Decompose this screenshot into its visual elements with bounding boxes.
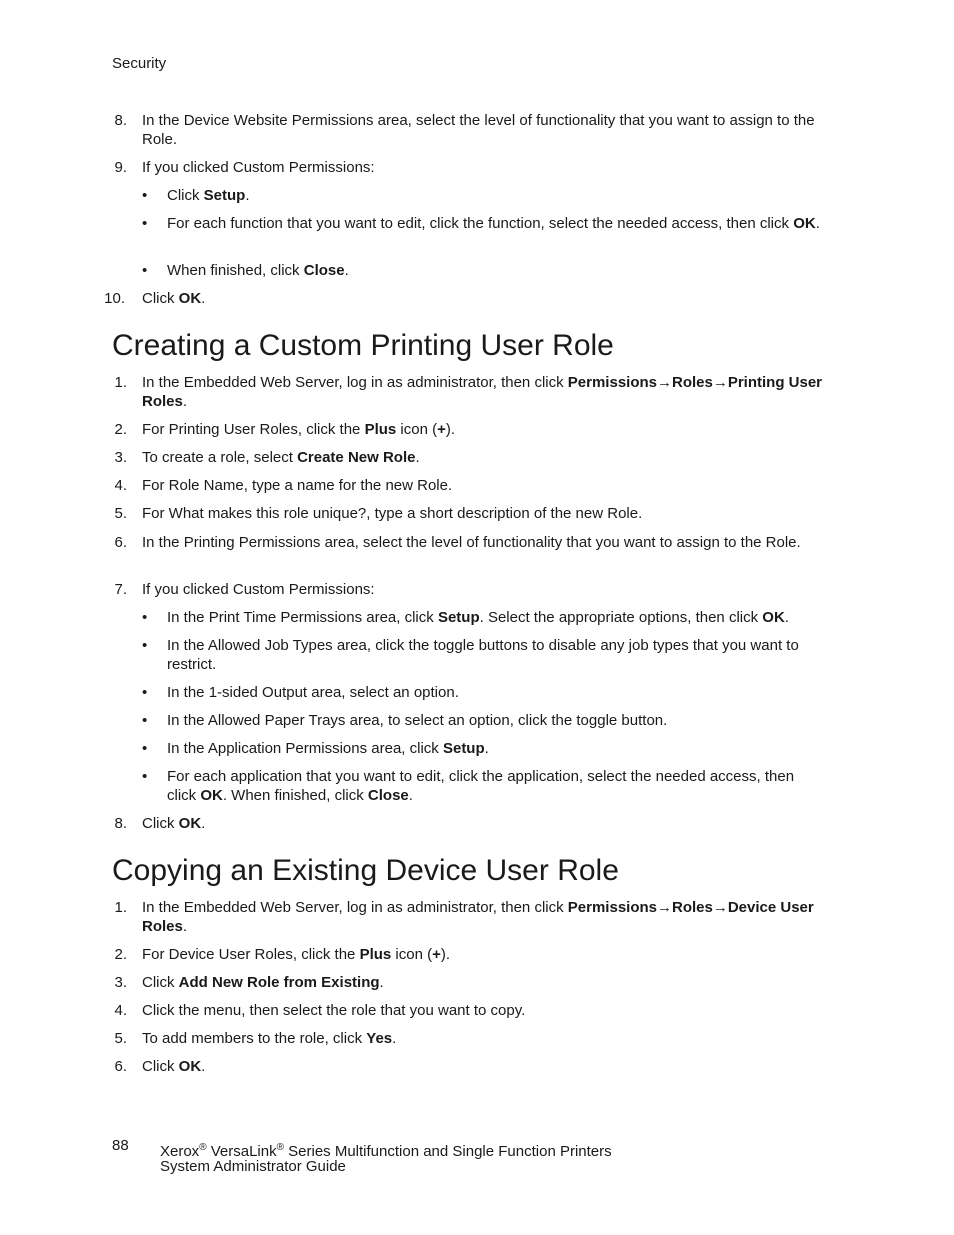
bullet-dot: • — [142, 712, 148, 729]
text-run: In the Allowed Job Types area, click the toggle buttons to disable any job types that you want to restrict. — [167, 637, 799, 673]
bold-text-run: OK — [793, 215, 816, 232]
text-run: For each function that you want to edit, click the function, select the needed access, then click — [167, 215, 794, 232]
text-run: If you clicked Custom Permissions: — [142, 159, 375, 176]
step-text — [142, 814, 842, 833]
step-text — [142, 533, 842, 552]
bullet-dot: • — [142, 262, 148, 279]
text-run: Click — [142, 974, 179, 991]
text-run: If you clicked Custom Permissions: — [142, 581, 375, 598]
step-number: 6. — [114, 1058, 127, 1075]
text-run: . — [201, 290, 206, 307]
step-text — [142, 420, 842, 439]
bold-text-run: OK — [178, 815, 202, 832]
bullet-dot: • — [142, 768, 148, 785]
text-run: . Select the appropriate options, then click — [479, 609, 763, 626]
bullet-text — [167, 261, 847, 280]
text-run: For each application that you want to edit, click the application, select the needed access, then click — [167, 768, 795, 804]
step-number: 10. — [104, 290, 125, 307]
text-run: . — [182, 393, 188, 410]
bullet-text — [167, 711, 847, 730]
step-number: 5. — [114, 1030, 127, 1047]
step-text — [142, 580, 842, 599]
text-run: . — [784, 609, 789, 626]
registered-mark: ® — [276, 1142, 284, 1153]
bold-text-run: Setup — [203, 187, 246, 204]
bold-text-run: Setup — [437, 609, 480, 626]
text-run: . — [392, 1030, 397, 1047]
text-run: In the Allowed Paper Trays area, to select an option, click the toggle button. — [167, 712, 668, 729]
bullet-dot: • — [142, 609, 148, 626]
bullet-text — [167, 767, 817, 805]
step-number: 3. — [114, 449, 127, 466]
step-text — [142, 373, 842, 411]
step-number: 8. — [114, 815, 127, 832]
text-run: icon ( — [391, 946, 433, 963]
text-run: When finished, click — [167, 262, 304, 279]
step-text — [142, 1029, 842, 1048]
bold-text-run: + — [437, 421, 446, 438]
text-run: . — [415, 449, 420, 466]
bold-text-run: Setup — [442, 740, 485, 757]
step-text — [142, 945, 842, 964]
text-run: . — [408, 787, 413, 804]
footer-description: Series Multifunction and Single Function Printers — [283, 1143, 612, 1160]
text-run: In the Printing Permissions area, select the level of functionality that you want to assign to the Role. — [142, 534, 801, 551]
text-run: In the Embedded Web Server, log in as administrator, then click — [142, 899, 568, 916]
bullet-dot: • — [142, 637, 148, 654]
step-number: 1. — [114, 374, 127, 391]
step-number: 2. — [114, 946, 127, 963]
section-heading: Creating a Custom Printing User Role — [112, 329, 614, 362]
bullet-text — [167, 739, 847, 758]
text-run: . — [379, 974, 384, 991]
step-number: 4. — [114, 1002, 127, 1019]
step-number: 9. — [114, 159, 127, 176]
step-text — [142, 973, 842, 992]
step-number: 8. — [114, 112, 127, 129]
text-run: In the Device Website Permissions area, select the level of functionality that you want to assign to the Role. — [142, 112, 815, 148]
bold-text-run: Create New Role — [297, 449, 416, 466]
text-run: . — [484, 740, 489, 757]
step-text — [142, 898, 832, 936]
text-run: In the Print Time Permissions area, click — [167, 609, 438, 626]
text-run: In the 1-sided Output area, select an option. — [167, 684, 459, 701]
text-run: Click — [167, 187, 204, 204]
bold-text-run: OK — [178, 290, 202, 307]
footer-brand: Xerox — [160, 1143, 200, 1160]
text-run: To add members to the role, click — [142, 1030, 367, 1047]
text-run: . When finished, click — [222, 787, 368, 804]
running-header: Security — [112, 55, 167, 72]
bold-text-run: Close — [367, 787, 409, 804]
section-heading: Copying an Existing Device User Role — [112, 854, 619, 887]
text-run: ). — [445, 421, 456, 438]
text-run: icon ( — [396, 421, 438, 438]
bullet-dot: • — [142, 684, 148, 701]
text-run: . — [201, 1058, 206, 1075]
text-run: In the Embedded Web Server, log in as administrator, then click — [142, 374, 568, 391]
step-number: 5. — [114, 505, 127, 522]
text-run: . — [815, 215, 820, 232]
step-text — [142, 504, 842, 523]
bullet-text — [167, 608, 847, 627]
step-text — [142, 1001, 842, 1020]
bold-text-run: Close — [303, 262, 345, 279]
step-text — [142, 1057, 842, 1076]
bullet-dot: • — [142, 187, 148, 204]
bullet-dot: • — [142, 215, 148, 232]
bold-text-run: Permissions→Roles→Device User Roles — [142, 899, 814, 935]
bold-text-run: Plus — [359, 946, 392, 963]
text-run: . — [245, 187, 250, 204]
bullet-text — [167, 636, 847, 674]
text-run: Click — [142, 290, 179, 307]
step-number: 7. — [114, 581, 127, 598]
footer-product: VersaLink — [206, 1143, 277, 1160]
step-text — [142, 448, 842, 467]
step-number: 1. — [114, 899, 127, 916]
text-run: For What makes this role unique?, type a short description of the new Role. — [142, 505, 643, 522]
bold-text-run: Permissions→Roles→Printing User Roles — [142, 374, 823, 410]
text-run: To create a role, select — [142, 449, 298, 466]
text-run: . — [344, 262, 349, 279]
text-run: . — [201, 815, 206, 832]
text-run: ). — [440, 946, 451, 963]
text-run: Click the menu, then select the role that you want to copy. — [142, 1002, 526, 1019]
bullet-text — [167, 186, 847, 205]
page-number: 88 — [112, 1137, 129, 1154]
bold-text-run: + — [432, 946, 441, 963]
text-run: . — [182, 918, 188, 935]
bold-text-run: OK — [178, 1058, 202, 1075]
step-text — [142, 111, 842, 149]
text-run: For Device User Roles, click the — [142, 946, 360, 963]
bullet-text — [167, 683, 847, 702]
step-text — [142, 289, 842, 308]
bold-text-run: Yes — [366, 1030, 393, 1047]
text-run: For Printing User Roles, click the — [142, 421, 365, 438]
bold-text-run: Plus — [364, 421, 397, 438]
text-run: For Role Name, type a name for the new Role. — [142, 477, 453, 494]
step-number: 6. — [114, 534, 127, 551]
text-run: In the Application Permissions area, click — [167, 740, 443, 757]
text-run: Click — [142, 815, 179, 832]
footer-guide-title: System Administrator Guide — [160, 1158, 346, 1175]
step-number: 3. — [114, 974, 127, 991]
bold-text-run: OK — [762, 609, 785, 626]
bold-text-run: OK — [200, 787, 223, 804]
text-run: Click — [142, 1058, 179, 1075]
bullet-text — [167, 214, 847, 233]
bullet-dot: • — [142, 740, 148, 757]
registered-mark: ® — [199, 1142, 207, 1153]
step-number: 2. — [114, 421, 127, 438]
step-number: 4. — [114, 477, 127, 494]
bold-text-run: Add New Role from Existing — [178, 974, 380, 991]
step-text — [142, 476, 842, 495]
step-text — [142, 158, 842, 177]
